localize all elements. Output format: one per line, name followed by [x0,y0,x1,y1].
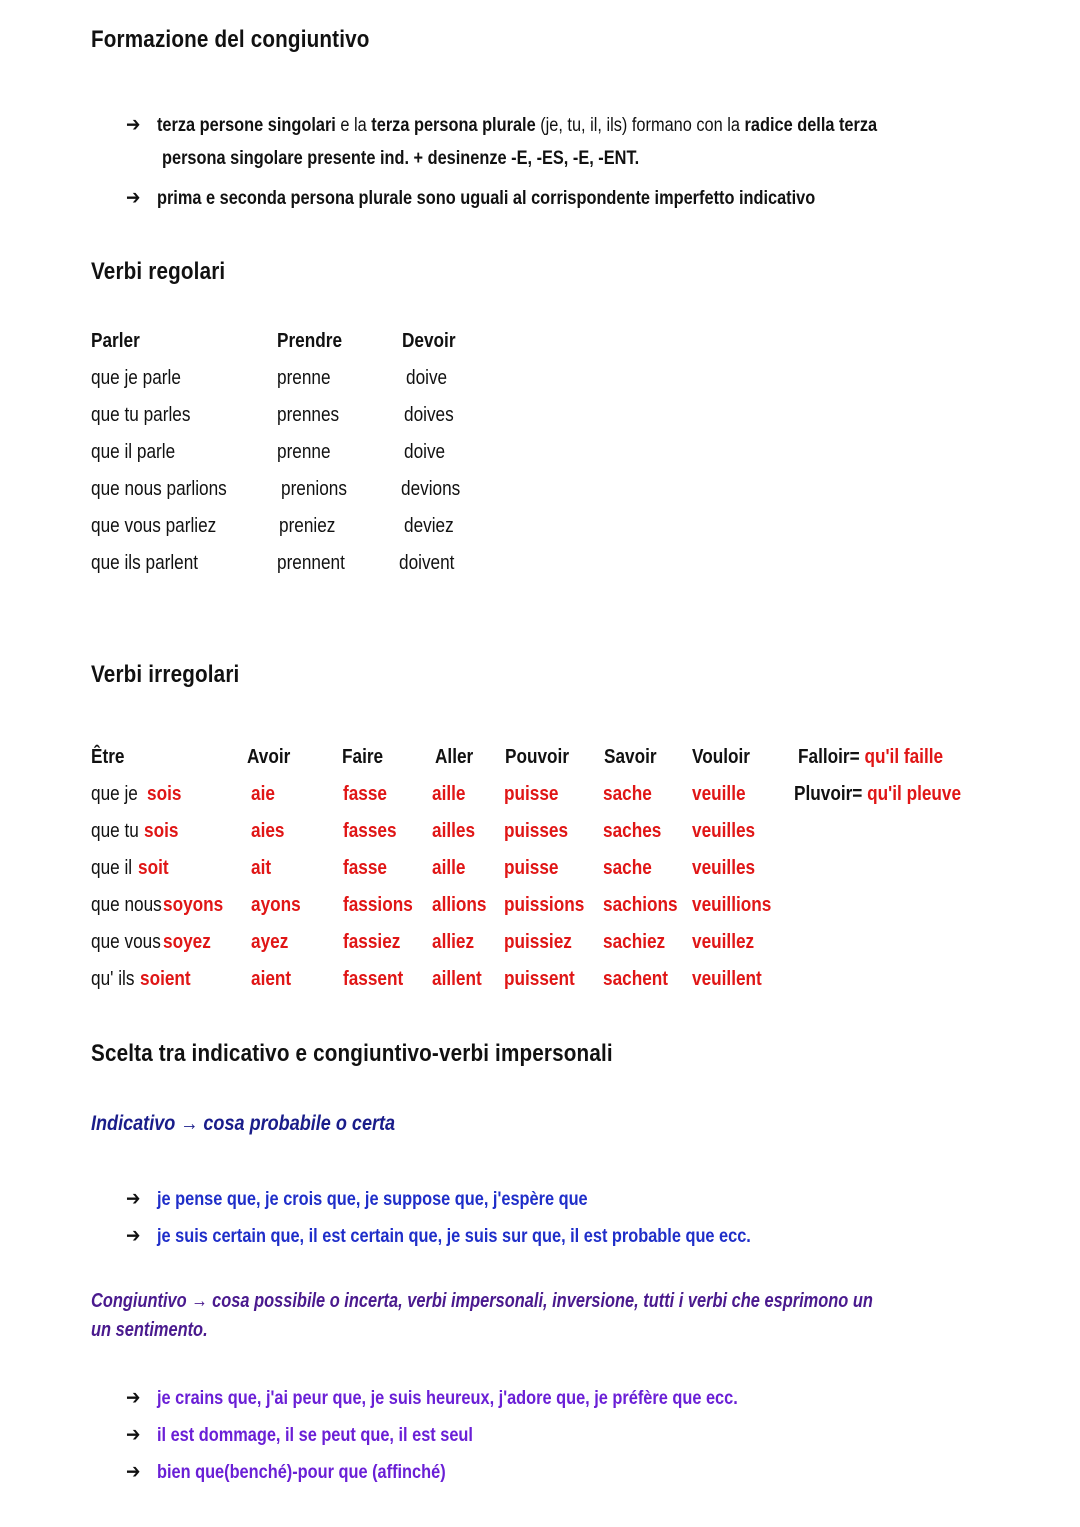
arrow-right-icon: ➔ [126,1461,141,1483]
irregular-cell: aillent [432,968,482,990]
irregular-cell: sache [603,857,652,879]
irregular-cell: ayez [251,931,289,953]
irregular-cell: veuilles [692,857,756,879]
irregular-cell: puissent [504,968,575,990]
regular-cell: prenne [277,441,331,463]
irregular-cell: fasse [343,857,387,879]
irregular-header-3: Aller [435,746,474,768]
arrow-right-icon: ➔ [126,114,141,136]
regular-cell: que vous parliez [91,515,217,537]
subjunctive-bullet-3: ➔ bien que(benché)-pour que (affinché) [126,1461,446,1483]
irregular-cell: aie [251,783,275,805]
irregular-cell: fassiez [343,931,401,953]
irregular-cell: veuillez [692,931,755,953]
irregular-header-4: Pouvoir [505,746,570,768]
subjunctive-title: Congiuntivo → cosa possibile o incerta, verbi impersonali, inversione, tutti i verbi che esprimono un [91,1290,873,1312]
irregular-cell: sache [603,783,652,805]
irregular-cell: soyez [163,931,211,953]
subjunctive-bullet-2: ➔ il est dommage, il se peut que, il est seul [126,1424,473,1446]
irregular-cell: veuille [692,783,746,805]
regular-cell: doivent [399,552,455,574]
irregular-cell: ait [251,857,272,879]
irregular-cell: ailles [432,820,476,842]
irregular-pronoun: qu' ils [91,968,135,990]
indicative-title: Indicativo → cosa probabile o certa [91,1112,396,1135]
irregular-pronoun: que je [91,783,138,805]
irregular-cell: fassions [343,894,413,916]
irregular-cell: veuilles [692,820,756,842]
regular-verbs-heading: Verbi regolari [91,258,226,285]
irregular-cell: saches [603,820,662,842]
intro-bullet-1-continuation: persona singolare presente ind. + desinenze -E, -ES, -E, -ENT. [162,148,640,169]
subjunctive-title-continuation: un sentimento. [91,1319,208,1341]
irregular-cell: allions [432,894,487,916]
regular-cell: doive [404,441,446,463]
regular-cell: prenions [281,478,347,500]
irregular-cell: aille [432,857,466,879]
irregular-header-0: Être [91,746,125,768]
irregular-cell: puisses [504,820,569,842]
irregular-cell: puissions [504,894,585,916]
regular-cell: prennent [277,552,345,574]
irregular-cell: soit [138,857,169,879]
intro-bullet-1: ➔ terza persone singolari e la terza persona plurale (je, tu, il, ils) formano con la radice della terza [126,114,878,136]
irregular-cell: fasse [343,783,387,805]
irregular-cell: alliez [432,931,475,953]
subjunctive-bullet-1: ➔ je crains que, j'ai peur que, je suis heureux, j'adore que, je préfère que ecc. [126,1387,738,1409]
irregular-cell: aille [432,783,466,805]
regular-cell: prennes [277,404,340,426]
irregular-cell: veuillent [692,968,762,990]
irregular-header-5: Savoir [604,746,657,768]
irregular-header-2: Faire [342,746,384,768]
impersonal-falloir: Falloir= qu'il faille [798,746,944,768]
regular-header-1: Prendre [277,330,343,352]
irregular-pronoun: que nous [91,894,162,916]
impersonal-pluvoir: Pluvoir= qu'il pleuve [794,783,962,805]
irregular-cell: sachions [603,894,678,916]
irregular-cell: sois [147,783,182,805]
irregular-cell: aies [251,820,285,842]
regular-cell: que il parle [91,441,176,463]
irregular-cell: sois [144,820,179,842]
choice-heading: Scelta tra indicativo e congiuntivo-verbi impersonali [91,1040,613,1067]
irregular-cell: fasses [343,820,397,842]
arrow-right-icon: ➔ [126,1188,141,1210]
irregular-pronoun: que vous [91,931,161,953]
irregular-cell: sachiez [603,931,666,953]
irregular-cell: sachent [603,968,669,990]
regular-cell: que ils parlent [91,552,199,574]
irregular-header-6: Vouloir [692,746,750,768]
regular-cell: que tu parles [91,404,191,426]
irregular-cell: puissiez [504,931,572,953]
irregular-cell: fassent [343,968,404,990]
regular-cell: prenne [277,367,331,389]
irregular-cell: veuillions [692,894,772,916]
irregular-cell: aient [251,968,292,990]
irregular-header-1: Avoir [247,746,291,768]
irregular-cell: soient [140,968,191,990]
irregular-pronoun: que il [91,857,133,879]
irregular-cell: ayons [251,894,301,916]
regular-cell: que nous parlions [91,478,227,500]
arrow-right-icon: ➔ [126,187,141,209]
irregular-cell: soyons [163,894,224,916]
irregular-verbs-heading: Verbi irregolari [91,661,240,688]
regular-header-2: Devoir [402,330,456,352]
arrow-right-icon: ➔ [126,1387,141,1409]
arrow-right-icon: ➔ [126,1424,141,1446]
irregular-cell: puisse [504,857,559,879]
arrow-right-icon: ➔ [126,1225,141,1247]
regular-header-0: Parler [91,330,140,352]
regular-cell: devions [401,478,461,500]
indicative-bullet-2: ➔ je suis certain que, il est certain que, je suis sur que, il est probable que ecc. [126,1225,751,1247]
regular-cell: doives [404,404,454,426]
indicative-bullet-1: ➔ je pense que, je crois que, je suppose que, j'espère que [126,1188,588,1210]
regular-cell: que je parle [91,367,181,389]
page-title: Formazione del congiuntivo [91,26,370,53]
intro-bullet-2: ➔ prima e seconda persona plurale sono uguali al corrispondente imperfetto indicativo [126,187,816,209]
regular-cell: deviez [404,515,454,537]
regular-cell: doive [406,367,448,389]
irregular-cell: puisse [504,783,559,805]
regular-cell: preniez [279,515,336,537]
irregular-pronoun: que tu [91,820,139,842]
